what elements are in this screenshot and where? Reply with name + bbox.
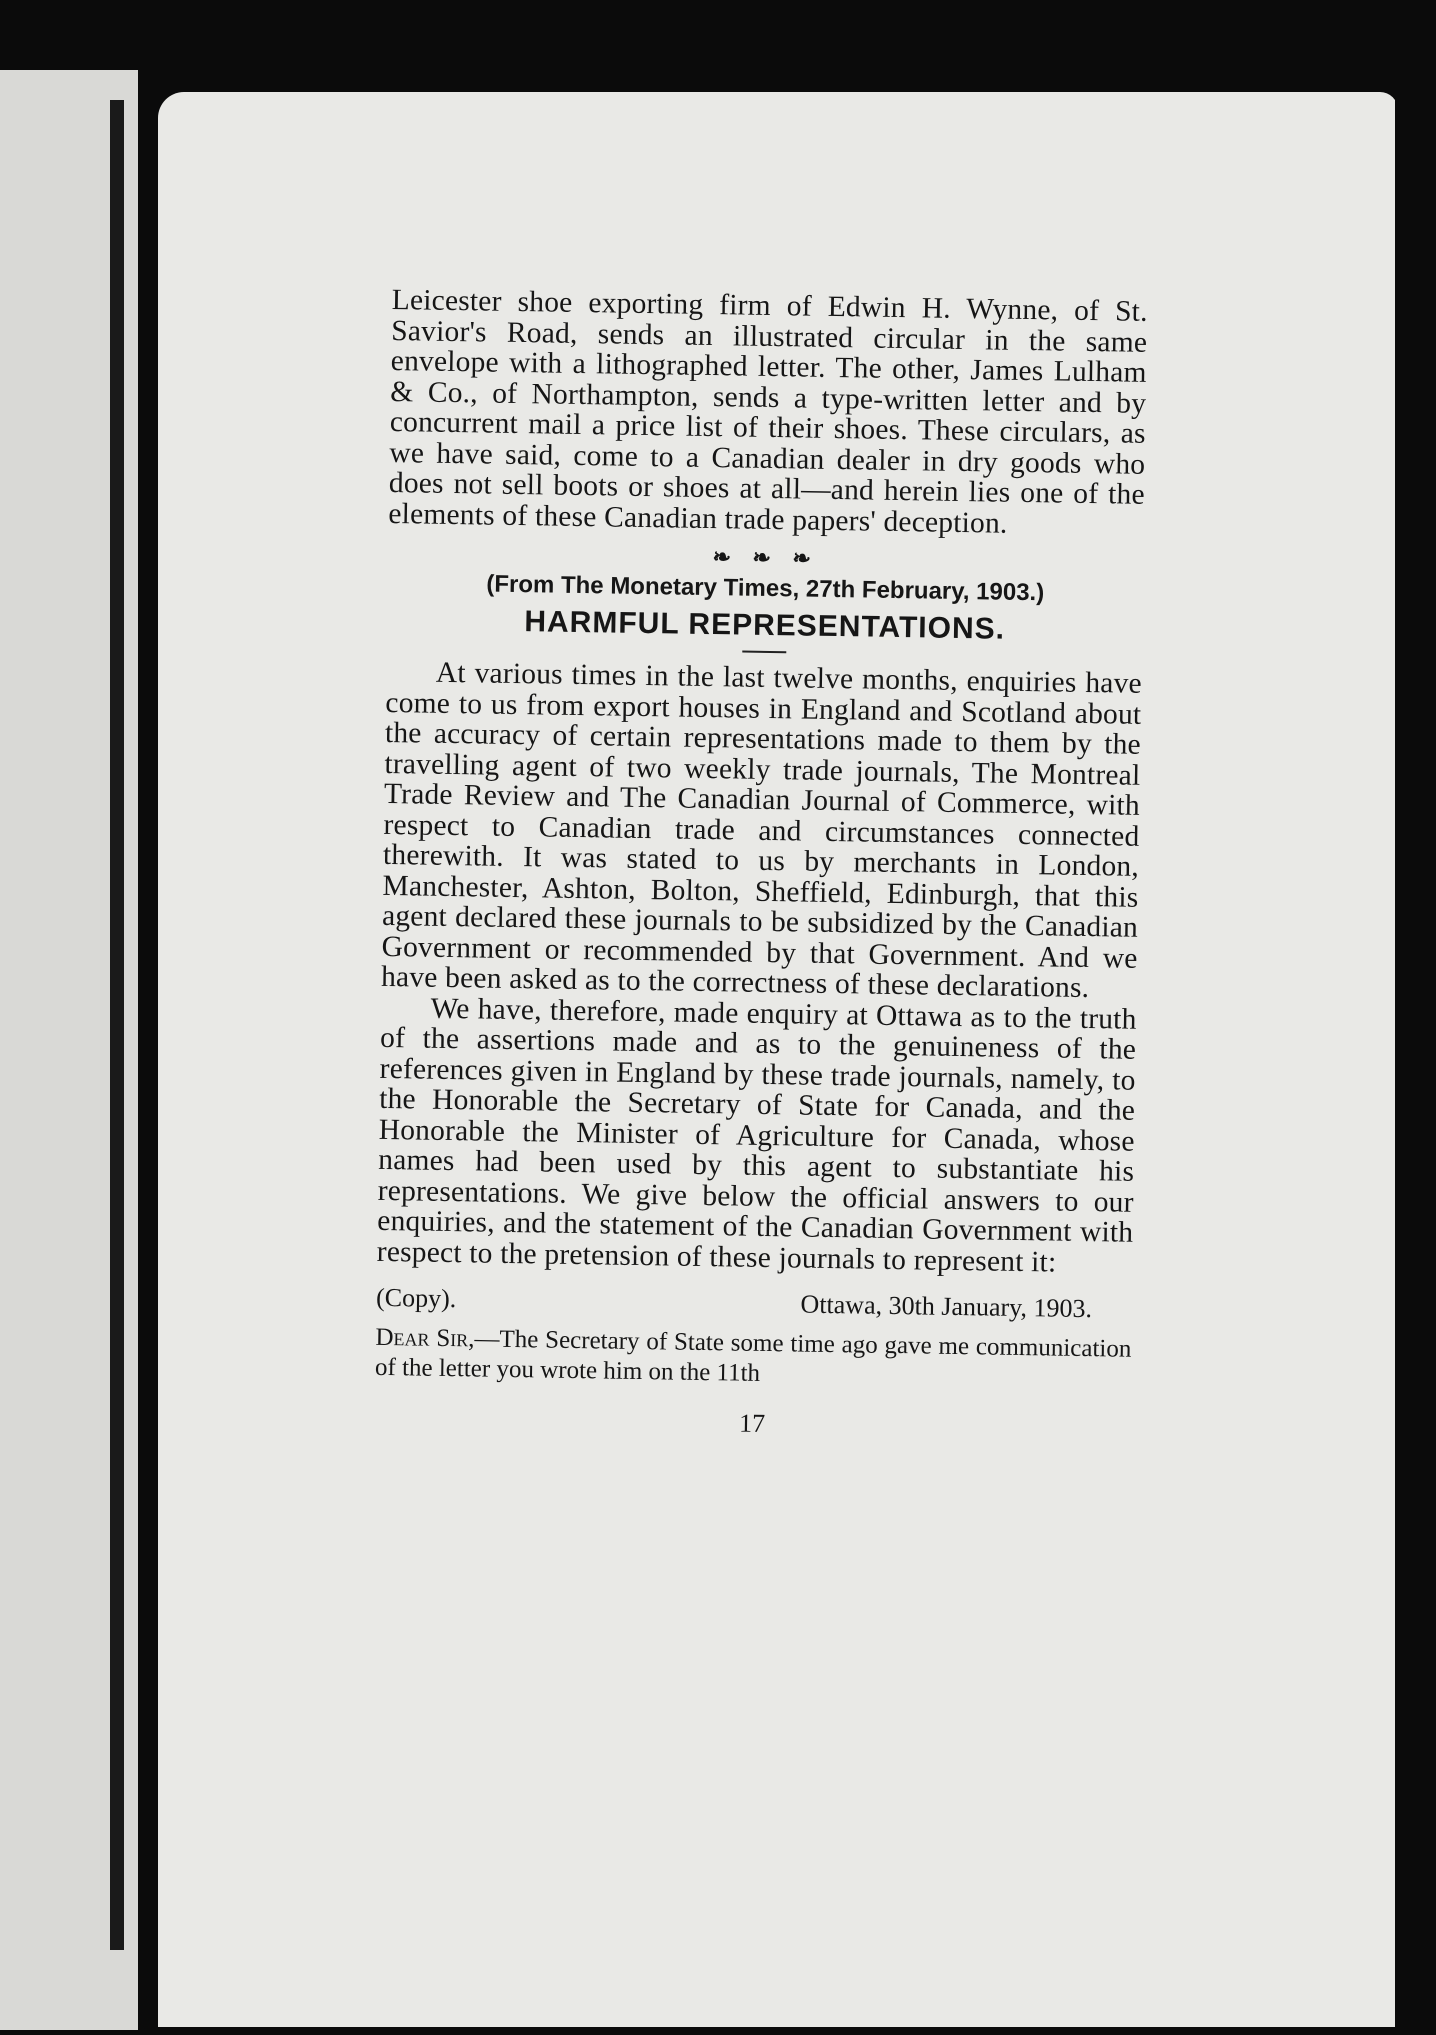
copy-label: (Copy). xyxy=(375,1282,457,1314)
section-ornament: ❧ ❧ ❧ xyxy=(712,544,820,571)
letter-body xyxy=(375,1323,1132,1395)
paragraph-continued: Leicester shoe exporting firm of Edwin H. Wynne, of St. Savior's Road, sends an illustrated circular in the same envelope with a lithographed letter. The other, James Lulham & Co., of Northampton, sends a type-written letter and by concurrent mail a price list of their shoes. These circulars, as we have said, come to a Canadian dealer in dry goods who does not sell boots or shoes at all—and herein lies one of the elements of these Canadian trade papers' deception. xyxy=(388,284,1148,540)
letter-salutation: Dear Sir, xyxy=(375,1323,475,1353)
book-gutter xyxy=(110,100,124,1950)
letter-text: —The Secretary of State some time ago gave me communication of the letter you wrote him on the 11th xyxy=(374,1325,1132,1387)
page-number: 17 xyxy=(738,1408,766,1438)
paragraph: At various times in the last twelve months, enquiries have come to us from export houses in England and Scotland about the accuracy of certain representations made to them by the travelling agent of two weekly trade journals, The Montreal Trade Review and The Canadian Journal of Commerce, with respect to Canadian trade and circumstances connected therewith. It was stated to us by merchants in London, Manchester, Ashton, Bolton, Sheffield, Edinburgh, that this agent declared these journals to be subsidized by the Canadian Government or recommended by that Government. And we have been asked as to the correctness of these declarations. xyxy=(380,656,1143,1005)
article-source: (From The Monetary Times, 27th February, 1903.) xyxy=(486,570,1045,607)
page-shadow xyxy=(1395,92,1436,2035)
letter-header xyxy=(376,1283,1132,1325)
article-heading: HARMFUL REPRESENTATIONS. xyxy=(524,605,1006,646)
paragraph: We have, therefore, made enquiry at Ottawa as to the truth of the assertions made and as to the genuineness of the references given in England by these trade journals, namely, to the Honorable the Secretary of State for Canada, and the Honorable the Minister of Agriculture for Canada, whose names had been used by this agent to substantiate his representations. We give below the official answers to our enquiries, and the statement of the Canadian Government with respect to the pretension of these journals to represent it: xyxy=(376,992,1137,1279)
letter-date: Ottawa, 30th January, 1903. xyxy=(800,1289,1093,1324)
page-content xyxy=(374,285,1148,1445)
heading-rule xyxy=(742,651,786,654)
